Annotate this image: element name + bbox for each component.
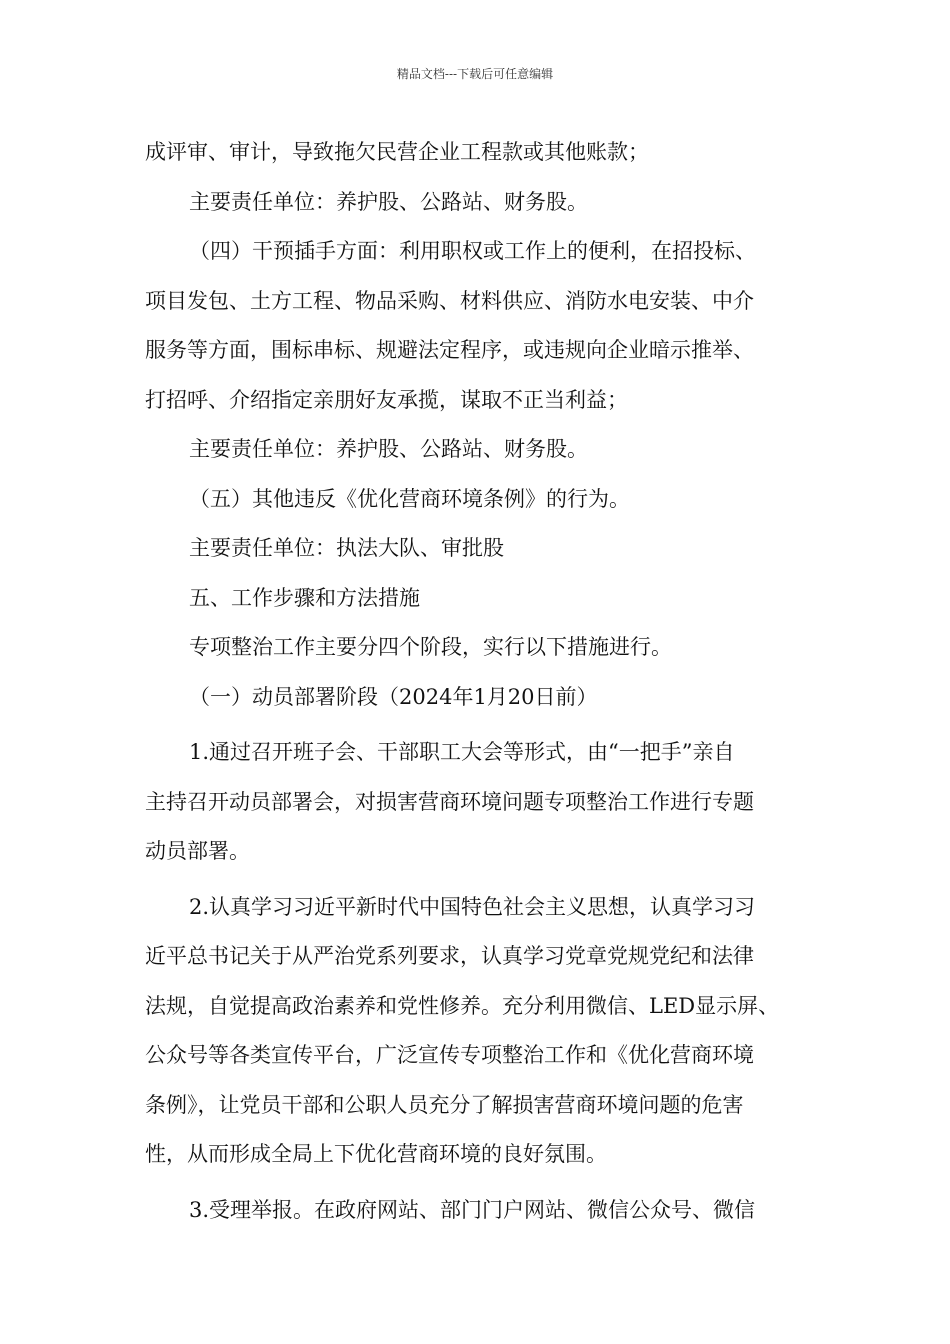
text-line: 项目发包、土方工程、物品采购、材料供应、消防水电安装、中介 xyxy=(145,288,754,313)
text-line: 主要责任单位：养护股、公路站、财务股。 xyxy=(189,437,588,461)
section-heading: 五、工作步骤和方法措施 xyxy=(189,585,420,610)
text-line: 服务等方面，围标串标、规避法定程序，或违规向企业暗示推举、 xyxy=(145,338,754,362)
text-line: 2.认真学习习近平新时代中国特色社会主义思想，认真学习习 xyxy=(189,894,756,919)
text-line: 主持召开动员部署会，对损害营商环境问题专项整治工作进行专题 xyxy=(145,789,754,814)
text-line: 主要责任单位：养护股、公路站、财务股。 xyxy=(189,189,588,214)
text-line: 法规，自觉提高政治素养和党性修养。充分利用微信、LED显示屏、 xyxy=(145,993,780,1018)
text-line: 1.通过召开班子会、干部职工大会等形式，由“一把手”亲自 xyxy=(189,740,735,764)
text-line: 条例》，让党员干部和公职人员充分了解损害营商环境问题的危害 xyxy=(145,1092,744,1117)
text-line: 近平总书记关于从严治党系列要求，认真学习党章党规党纪和法律 xyxy=(145,944,754,968)
text-line: 3.受理举报。在政府网站、部门门户网站、微信公众号、微信 xyxy=(189,1197,756,1222)
text-line: 成评审、审计，导致拖欠民营企业工程款或其他账款； xyxy=(145,140,649,164)
subsection-heading: （一）动员部署阶段（2024年1月20日前） xyxy=(189,684,598,709)
document-body xyxy=(145,128,810,1235)
text-line: （五）其他违反《优化营商环境条例》的行为。 xyxy=(189,486,630,511)
text-line: 专项整治工作主要分四个阶段，实行以下措施进行。 xyxy=(189,635,672,659)
text-line: （四）干预插手方面：利用职权或工作上的便利，在招投标、 xyxy=(189,239,756,263)
text-line: 主要责任单位：执法大队、审批股 xyxy=(189,536,504,560)
text-line: 性，从而形成全局上下优化营商环境的良好氛围。 xyxy=(145,1142,607,1166)
page-header: 精品文档---下载后可任意编辑 xyxy=(396,67,554,81)
text-line: 公众号等各类宣传平台，广泛宣传专项整治工作和《优化营商环境 xyxy=(145,1043,754,1067)
text-line: 打招呼、介绍指定亲朋好友承揽，谋取不正当利益； xyxy=(145,387,628,412)
text-line: 动员部署。 xyxy=(145,839,250,863)
